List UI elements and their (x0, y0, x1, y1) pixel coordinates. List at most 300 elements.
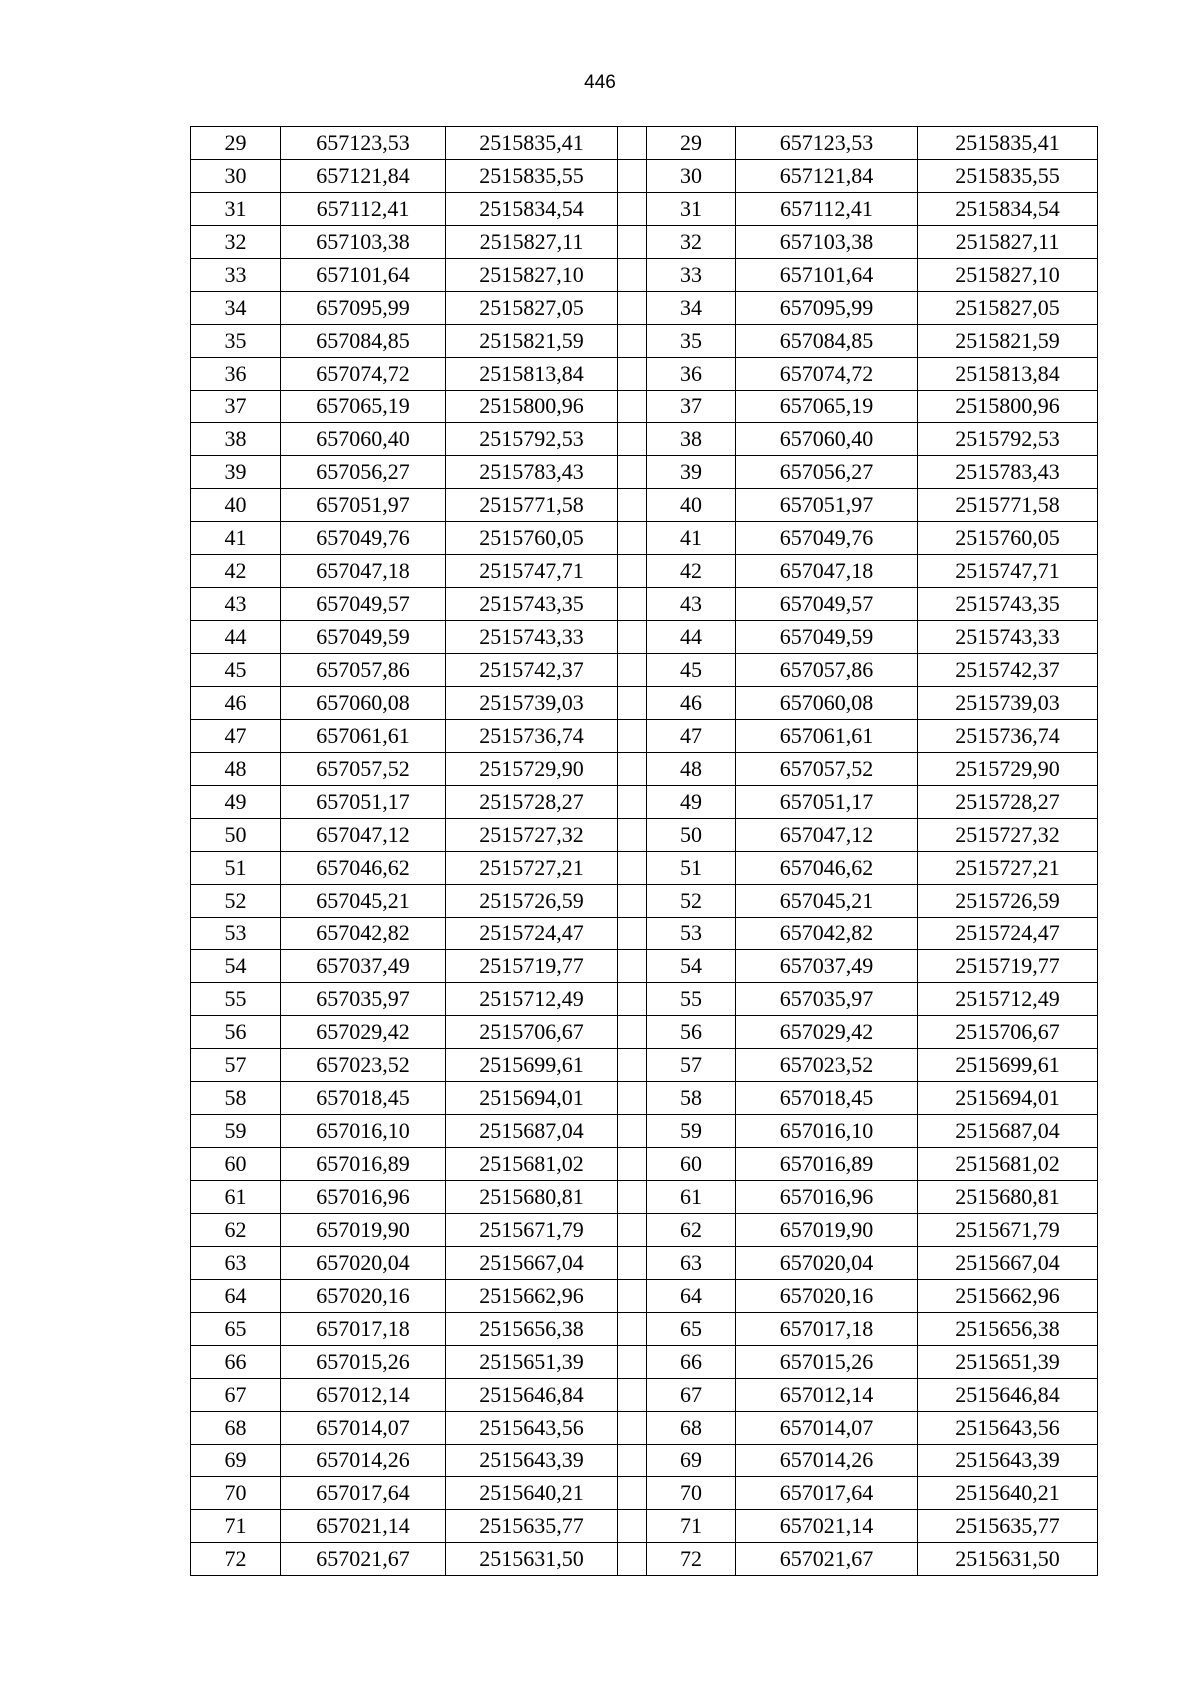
table-row (191, 390, 1098, 423)
point-number-right: 45 (647, 654, 736, 687)
table-row (191, 983, 1098, 1016)
y-coordinate-left: 2515680,81 (446, 1181, 618, 1214)
x-coordinate-left: 657016,96 (281, 1181, 446, 1214)
x-coordinate-right: 657016,89 (736, 1148, 918, 1181)
x-coordinate-right: 657057,86 (736, 654, 918, 687)
y-coordinate-left: 2515640,21 (446, 1477, 618, 1510)
x-coordinate-left: 657056,27 (281, 456, 446, 489)
y-coordinate-left: 2515724,47 (446, 917, 618, 950)
separator-cell (618, 1312, 647, 1345)
point-number-right: 38 (647, 423, 736, 456)
y-coordinate-right: 2515681,02 (918, 1148, 1098, 1181)
x-coordinate-left: 657060,08 (281, 686, 446, 719)
x-coordinate-left: 657018,45 (281, 1082, 446, 1115)
x-coordinate-left: 657023,52 (281, 1049, 446, 1082)
x-coordinate-right: 657047,12 (736, 818, 918, 851)
point-number-right: 47 (647, 719, 736, 752)
separator-cell (618, 1378, 647, 1411)
y-coordinate-left: 2515742,37 (446, 654, 618, 687)
point-number-left: 52 (191, 884, 281, 917)
y-coordinate-right: 2515821,59 (918, 324, 1098, 357)
separator-cell (618, 522, 647, 555)
x-coordinate-left: 657103,38 (281, 225, 446, 258)
point-number-right: 30 (647, 159, 736, 192)
point-number-left: 45 (191, 654, 281, 687)
y-coordinate-right: 2515739,03 (918, 686, 1098, 719)
point-number-left: 38 (191, 423, 281, 456)
point-number-right: 63 (647, 1246, 736, 1279)
y-coordinate-right: 2515646,84 (918, 1378, 1098, 1411)
table-row (191, 324, 1098, 357)
y-coordinate-left: 2515646,84 (446, 1378, 618, 1411)
x-coordinate-left: 657046,62 (281, 851, 446, 884)
y-coordinate-right: 2515728,27 (918, 785, 1098, 818)
x-coordinate-right: 657021,14 (736, 1510, 918, 1543)
point-number-right: 53 (647, 917, 736, 950)
separator-cell (618, 423, 647, 456)
point-number-left: 47 (191, 719, 281, 752)
x-coordinate-right: 657020,04 (736, 1246, 918, 1279)
point-number-left: 54 (191, 950, 281, 983)
y-coordinate-left: 2515771,58 (446, 489, 618, 522)
x-coordinate-left: 657101,64 (281, 258, 446, 291)
point-number-left: 50 (191, 818, 281, 851)
point-number-left: 36 (191, 357, 281, 390)
point-number-right: 50 (647, 818, 736, 851)
x-coordinate-right: 657103,38 (736, 225, 918, 258)
y-coordinate-left: 2515747,71 (446, 555, 618, 588)
x-coordinate-left: 657065,19 (281, 390, 446, 423)
point-number-right: 67 (647, 1378, 736, 1411)
y-coordinate-left: 2515792,53 (446, 423, 618, 456)
table-row (191, 785, 1098, 818)
table-row (191, 127, 1098, 160)
x-coordinate-right: 657045,21 (736, 884, 918, 917)
y-coordinate-right: 2515827,05 (918, 291, 1098, 324)
point-number-left: 55 (191, 983, 281, 1016)
point-number-left: 57 (191, 1049, 281, 1082)
table-row (191, 1345, 1098, 1378)
point-number-left: 56 (191, 1016, 281, 1049)
x-coordinate-left: 657029,42 (281, 1016, 446, 1049)
point-number-left: 71 (191, 1510, 281, 1543)
y-coordinate-left: 2515635,77 (446, 1510, 618, 1543)
separator-cell (618, 1115, 647, 1148)
x-coordinate-left: 657019,90 (281, 1213, 446, 1246)
separator-cell (618, 390, 647, 423)
point-number-right: 41 (647, 522, 736, 555)
x-coordinate-right: 657065,19 (736, 390, 918, 423)
point-number-right: 62 (647, 1213, 736, 1246)
separator-cell (618, 851, 647, 884)
table-row (191, 489, 1098, 522)
point-number-left: 65 (191, 1312, 281, 1345)
x-coordinate-right: 657021,67 (736, 1543, 918, 1576)
y-coordinate-right: 2515747,71 (918, 555, 1098, 588)
x-coordinate-right: 657049,76 (736, 522, 918, 555)
table-row (191, 1378, 1098, 1411)
separator-cell (618, 225, 647, 258)
table-row (191, 1181, 1098, 1214)
y-coordinate-right: 2515651,39 (918, 1345, 1098, 1378)
y-coordinate-right: 2515680,81 (918, 1181, 1098, 1214)
x-coordinate-right: 657121,84 (736, 159, 918, 192)
x-coordinate-left: 657121,84 (281, 159, 446, 192)
y-coordinate-left: 2515743,35 (446, 588, 618, 621)
x-coordinate-left: 657035,97 (281, 983, 446, 1016)
y-coordinate-left: 2515643,39 (446, 1444, 618, 1477)
table-row (191, 225, 1098, 258)
point-number-left: 43 (191, 588, 281, 621)
y-coordinate-right: 2515671,79 (918, 1213, 1098, 1246)
point-number-left: 49 (191, 785, 281, 818)
y-coordinate-left: 2515827,10 (446, 258, 618, 291)
x-coordinate-right: 657042,82 (736, 917, 918, 950)
point-number-left: 34 (191, 291, 281, 324)
point-number-left: 53 (191, 917, 281, 950)
x-coordinate-right: 657017,18 (736, 1312, 918, 1345)
table-row (191, 621, 1098, 654)
y-coordinate-left: 2515835,55 (446, 159, 618, 192)
table-row (191, 851, 1098, 884)
y-coordinate-left: 2515656,38 (446, 1312, 618, 1345)
point-number-left: 64 (191, 1279, 281, 1312)
x-coordinate-right: 657012,14 (736, 1378, 918, 1411)
x-coordinate-left: 657061,61 (281, 719, 446, 752)
point-number-right: 69 (647, 1444, 736, 1477)
y-coordinate-right: 2515726,59 (918, 884, 1098, 917)
point-number-right: 39 (647, 456, 736, 489)
x-coordinate-left: 657020,04 (281, 1246, 446, 1279)
table-row (191, 1510, 1098, 1543)
separator-cell (618, 1411, 647, 1444)
y-coordinate-left: 2515726,59 (446, 884, 618, 917)
x-coordinate-right: 657014,07 (736, 1411, 918, 1444)
point-number-left: 68 (191, 1411, 281, 1444)
point-number-right: 37 (647, 390, 736, 423)
page-number: 446 (584, 72, 616, 93)
x-coordinate-left: 657016,89 (281, 1148, 446, 1181)
point-number-left: 63 (191, 1246, 281, 1279)
x-coordinate-right: 657095,99 (736, 291, 918, 324)
x-coordinate-right: 657047,18 (736, 555, 918, 588)
point-number-right: 46 (647, 686, 736, 719)
y-coordinate-left: 2515835,41 (446, 127, 618, 160)
x-coordinate-left: 657017,18 (281, 1312, 446, 1345)
table-row (191, 159, 1098, 192)
point-number-left: 42 (191, 555, 281, 588)
y-coordinate-left: 2515631,50 (446, 1543, 618, 1576)
separator-cell (618, 1444, 647, 1477)
point-number-left: 69 (191, 1444, 281, 1477)
y-coordinate-left: 2515728,27 (446, 785, 618, 818)
table-row (191, 1115, 1098, 1148)
y-coordinate-right: 2515699,61 (918, 1049, 1098, 1082)
coordinates-table-body (191, 127, 1098, 1576)
y-coordinate-left: 2515671,79 (446, 1213, 618, 1246)
x-coordinate-right: 657020,16 (736, 1279, 918, 1312)
x-coordinate-left: 657021,14 (281, 1510, 446, 1543)
point-number-left: 37 (191, 390, 281, 423)
x-coordinate-right: 657060,40 (736, 423, 918, 456)
x-coordinate-right: 657049,57 (736, 588, 918, 621)
separator-cell (618, 686, 647, 719)
table-row (191, 1246, 1098, 1279)
point-number-left: 59 (191, 1115, 281, 1148)
y-coordinate-left: 2515727,21 (446, 851, 618, 884)
table-row (191, 654, 1098, 687)
y-coordinate-right: 2515667,04 (918, 1246, 1098, 1279)
separator-cell (618, 555, 647, 588)
x-coordinate-left: 657057,52 (281, 752, 446, 785)
point-number-right: 48 (647, 752, 736, 785)
table-row (191, 1213, 1098, 1246)
x-coordinate-left: 657015,26 (281, 1345, 446, 1378)
y-coordinate-right: 2515827,11 (918, 225, 1098, 258)
table-row (191, 192, 1098, 225)
x-coordinate-left: 657047,18 (281, 555, 446, 588)
table-row (191, 1148, 1098, 1181)
separator-cell (618, 1543, 647, 1576)
point-number-left: 60 (191, 1148, 281, 1181)
y-coordinate-right: 2515635,77 (918, 1510, 1098, 1543)
y-coordinate-right: 2515631,50 (918, 1543, 1098, 1576)
x-coordinate-left: 657042,82 (281, 917, 446, 950)
x-coordinate-right: 657018,45 (736, 1082, 918, 1115)
separator-cell (618, 1213, 647, 1246)
x-coordinate-right: 657017,64 (736, 1477, 918, 1510)
x-coordinate-left: 657014,26 (281, 1444, 446, 1477)
y-coordinate-right: 2515687,04 (918, 1115, 1098, 1148)
y-coordinate-right: 2515813,84 (918, 357, 1098, 390)
y-coordinate-left: 2515813,84 (446, 357, 618, 390)
y-coordinate-left: 2515651,39 (446, 1345, 618, 1378)
y-coordinate-right: 2515706,67 (918, 1016, 1098, 1049)
x-coordinate-right: 657101,64 (736, 258, 918, 291)
point-number-right: 51 (647, 851, 736, 884)
table-row (191, 258, 1098, 291)
x-coordinate-right: 657051,97 (736, 489, 918, 522)
x-coordinate-right: 657016,10 (736, 1115, 918, 1148)
point-number-left: 32 (191, 225, 281, 258)
y-coordinate-left: 2515694,01 (446, 1082, 618, 1115)
y-coordinate-right: 2515760,05 (918, 522, 1098, 555)
point-number-right: 36 (647, 357, 736, 390)
point-number-right: 64 (647, 1279, 736, 1312)
y-coordinate-right: 2515643,56 (918, 1411, 1098, 1444)
y-coordinate-right: 2515800,96 (918, 390, 1098, 423)
y-coordinate-left: 2515736,74 (446, 719, 618, 752)
x-coordinate-right: 657051,17 (736, 785, 918, 818)
point-number-left: 72 (191, 1543, 281, 1576)
table-row (191, 1312, 1098, 1345)
table-row (191, 555, 1098, 588)
separator-cell (618, 1477, 647, 1510)
point-number-right: 29 (647, 127, 736, 160)
point-number-right: 42 (647, 555, 736, 588)
table-row (191, 950, 1098, 983)
point-number-right: 68 (647, 1411, 736, 1444)
separator-cell (618, 1246, 647, 1279)
y-coordinate-right: 2515724,47 (918, 917, 1098, 950)
separator-cell (618, 1016, 647, 1049)
y-coordinate-left: 2515706,67 (446, 1016, 618, 1049)
separator-cell (618, 785, 647, 818)
separator-cell (618, 917, 647, 950)
point-number-right: 59 (647, 1115, 736, 1148)
x-coordinate-right: 657016,96 (736, 1181, 918, 1214)
x-coordinate-right: 657015,26 (736, 1345, 918, 1378)
x-coordinate-right: 657056,27 (736, 456, 918, 489)
point-number-right: 61 (647, 1181, 736, 1214)
y-coordinate-right: 2515727,21 (918, 851, 1098, 884)
point-number-right: 66 (647, 1345, 736, 1378)
y-coordinate-left: 2515727,32 (446, 818, 618, 851)
separator-cell (618, 1082, 647, 1115)
table-row (191, 522, 1098, 555)
y-coordinate-right: 2515792,53 (918, 423, 1098, 456)
y-coordinate-right: 2515729,90 (918, 752, 1098, 785)
x-coordinate-right: 657019,90 (736, 1213, 918, 1246)
point-number-left: 30 (191, 159, 281, 192)
x-coordinate-right: 657074,72 (736, 357, 918, 390)
x-coordinate-right: 657037,49 (736, 950, 918, 983)
y-coordinate-left: 2515821,59 (446, 324, 618, 357)
separator-cell (618, 884, 647, 917)
x-coordinate-left: 657014,07 (281, 1411, 446, 1444)
x-coordinate-left: 657045,21 (281, 884, 446, 917)
point-number-right: 49 (647, 785, 736, 818)
point-number-right: 71 (647, 1510, 736, 1543)
separator-cell (618, 357, 647, 390)
y-coordinate-left: 2515643,56 (446, 1411, 618, 1444)
table-row (191, 357, 1098, 390)
separator-cell (618, 1148, 647, 1181)
y-coordinate-right: 2515662,96 (918, 1279, 1098, 1312)
separator-cell (618, 950, 647, 983)
point-number-right: 35 (647, 324, 736, 357)
point-number-left: 48 (191, 752, 281, 785)
separator-cell (618, 489, 647, 522)
table-row (191, 423, 1098, 456)
table-row (191, 1279, 1098, 1312)
y-coordinate-left: 2515681,02 (446, 1148, 618, 1181)
table-row (191, 752, 1098, 785)
y-coordinate-left: 2515827,11 (446, 225, 618, 258)
table-row (191, 588, 1098, 621)
y-coordinate-left: 2515712,49 (446, 983, 618, 1016)
y-coordinate-right: 2515719,77 (918, 950, 1098, 983)
x-coordinate-left: 657012,14 (281, 1378, 446, 1411)
point-number-left: 35 (191, 324, 281, 357)
x-coordinate-left: 657047,12 (281, 818, 446, 851)
y-coordinate-left: 2515687,04 (446, 1115, 618, 1148)
point-number-left: 67 (191, 1378, 281, 1411)
x-coordinate-left: 657057,86 (281, 654, 446, 687)
x-coordinate-right: 657084,85 (736, 324, 918, 357)
coordinates-table (190, 126, 1098, 1576)
table-row (191, 884, 1098, 917)
x-coordinate-right: 657123,53 (736, 127, 918, 160)
x-coordinate-left: 657049,57 (281, 588, 446, 621)
separator-cell (618, 1510, 647, 1543)
separator-cell (618, 719, 647, 752)
y-coordinate-left: 2515760,05 (446, 522, 618, 555)
x-coordinate-right: 657057,52 (736, 752, 918, 785)
x-coordinate-right: 657023,52 (736, 1049, 918, 1082)
point-number-right: 31 (647, 192, 736, 225)
table-row (191, 1016, 1098, 1049)
separator-cell (618, 654, 647, 687)
separator-cell (618, 1279, 647, 1312)
y-coordinate-right: 2515736,74 (918, 719, 1098, 752)
x-coordinate-left: 657049,76 (281, 522, 446, 555)
x-coordinate-left: 657017,64 (281, 1477, 446, 1510)
separator-cell (618, 1181, 647, 1214)
x-coordinate-left: 657020,16 (281, 1279, 446, 1312)
x-coordinate-left: 657037,49 (281, 950, 446, 983)
x-coordinate-right: 657029,42 (736, 1016, 918, 1049)
x-coordinate-left: 657021,67 (281, 1543, 446, 1576)
table-row (191, 917, 1098, 950)
point-number-left: 44 (191, 621, 281, 654)
y-coordinate-right: 2515727,32 (918, 818, 1098, 851)
x-coordinate-left: 657060,40 (281, 423, 446, 456)
y-coordinate-left: 2515834,54 (446, 192, 618, 225)
table-row (191, 1543, 1098, 1576)
y-coordinate-left: 2515719,77 (446, 950, 618, 983)
point-number-right: 70 (647, 1477, 736, 1510)
separator-cell (618, 1345, 647, 1378)
x-coordinate-right: 657035,97 (736, 983, 918, 1016)
point-number-left: 41 (191, 522, 281, 555)
point-number-right: 44 (647, 621, 736, 654)
point-number-left: 62 (191, 1213, 281, 1246)
x-coordinate-left: 657049,59 (281, 621, 446, 654)
table-row (191, 1477, 1098, 1510)
x-coordinate-left: 657095,99 (281, 291, 446, 324)
point-number-left: 39 (191, 456, 281, 489)
y-coordinate-right: 2515834,54 (918, 192, 1098, 225)
x-coordinate-left: 657123,53 (281, 127, 446, 160)
point-number-left: 31 (191, 192, 281, 225)
separator-cell (618, 621, 647, 654)
x-coordinate-left: 657051,97 (281, 489, 446, 522)
y-coordinate-left: 2515739,03 (446, 686, 618, 719)
table-row (191, 1411, 1098, 1444)
point-number-left: 70 (191, 1477, 281, 1510)
table-row (191, 1444, 1098, 1477)
separator-cell (618, 1049, 647, 1082)
x-coordinate-right: 657049,59 (736, 621, 918, 654)
point-number-left: 40 (191, 489, 281, 522)
separator-cell (618, 159, 647, 192)
point-number-right: 65 (647, 1312, 736, 1345)
table-row (191, 1049, 1098, 1082)
y-coordinate-left: 2515667,04 (446, 1246, 618, 1279)
table-row (191, 686, 1098, 719)
point-number-right: 34 (647, 291, 736, 324)
x-coordinate-left: 657112,41 (281, 192, 446, 225)
y-coordinate-right: 2515835,41 (918, 127, 1098, 160)
point-number-right: 58 (647, 1082, 736, 1115)
point-number-left: 33 (191, 258, 281, 291)
point-number-right: 55 (647, 983, 736, 1016)
point-number-right: 32 (647, 225, 736, 258)
y-coordinate-right: 2515643,39 (918, 1444, 1098, 1477)
point-number-right: 40 (647, 489, 736, 522)
y-coordinate-right: 2515640,21 (918, 1477, 1098, 1510)
